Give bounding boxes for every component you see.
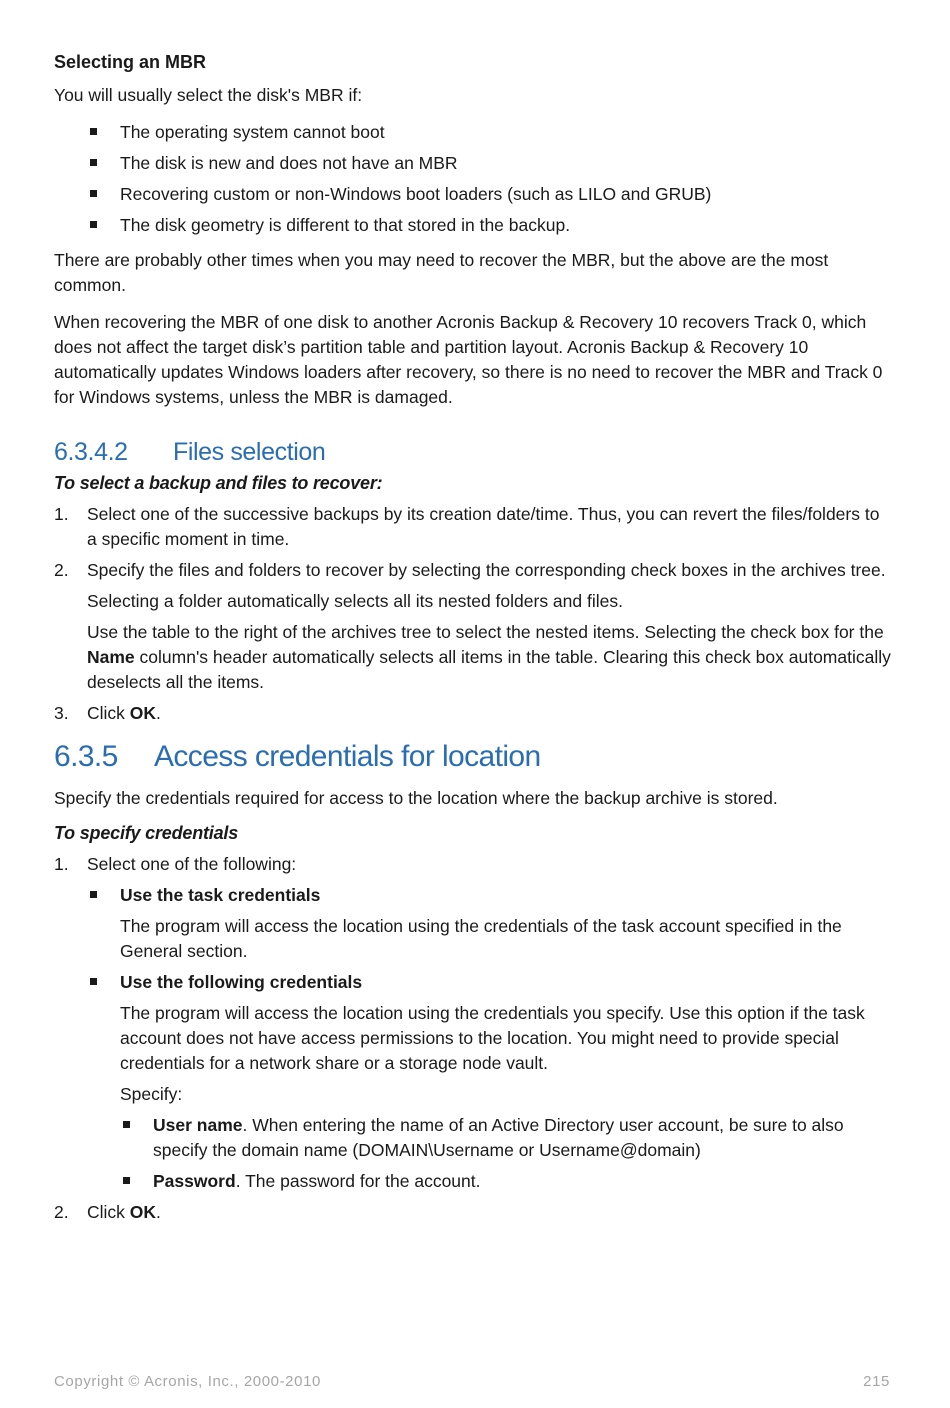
mbr-paragraph-2: When recovering the MBR of one disk to another Acronis Backup & Recovery 10 recovers Track 0, which does not affect the target disk’s partition table and partition layout. Acronis Backup & Recovery 10 automatically updates Windows loaders after recovery, so there is no need to recover the MBR and Track 0 for Windows systems, unless the MBR is damaged. xyxy=(54,312,883,407)
files-selection-heading xyxy=(54,438,894,467)
bullet-square-icon xyxy=(123,1177,130,1184)
bullet-square-icon xyxy=(123,1121,130,1128)
access-credentials-heading xyxy=(54,740,894,774)
bullet-square-icon xyxy=(90,978,97,985)
section-number: 6.3.5 xyxy=(54,740,118,773)
list-item: The operating system cannot boot xyxy=(54,120,894,145)
step-item: 3. Click OK. xyxy=(54,703,161,723)
mbr-intro: You will usually select the disk's MBR if: xyxy=(54,85,363,105)
step-item: 1. Select one of the successive backups by its creation date/time. Thus, you can revert the files/folders to a specific moment in time. xyxy=(54,504,880,549)
list-item: The disk is new and does not have an MBR xyxy=(54,151,894,176)
step-item: 1. Select one of the following: Use the task credentials The program will access the location using the credentials of the task account specified in the General section. Use the following credentials The program will access the location using the credentials you specify. Use this option if the task account does not have access permissions to the location. You might need to provide special credentials for a network share or a storage node vault. Specify: User name. When entering the name of an Active Directory user account, be sure to also specify the domain name (DOMAIN\Username or Username@domain) Password. The password for the account. xyxy=(54,852,894,1194)
page-footer xyxy=(54,1373,890,1390)
section-title: Access credentials for location xyxy=(154,740,541,773)
section-number: 6.3.4.2 xyxy=(54,438,128,466)
section-title: Files selection xyxy=(173,438,326,466)
bullet-square-icon xyxy=(90,128,97,135)
access-steps xyxy=(54,852,894,1225)
list-item: User name. When entering the name of an Active Directory user account, be sure to also specify the domain name (DOMAIN\Username or Username@domain) xyxy=(120,1113,894,1163)
list-item: Use the following credentials The program will access the location using the credentials you specify. Use this option if the task account does not have access permissions to the location. You might need to provide special credentials for a network share or a storage node vault. Specify: User name. When entering the name of an Active Directory user account, be sure to also specify the domain name (DOMAIN\Username or Username@domain) Password. The password for the account. xyxy=(87,970,894,1194)
page-number: 215 xyxy=(863,1373,890,1390)
credential-fields xyxy=(120,1113,894,1194)
document-page xyxy=(54,52,894,1233)
mbr-bullet-list xyxy=(54,120,894,238)
list-item: Recovering custom or non-Windows boot loaders (such as LILO and GRUB) xyxy=(54,182,894,207)
list-item: Password. The password for the account. xyxy=(120,1169,894,1194)
access-intro: Specify the credentials required for access to the location where the backup archive is stored. xyxy=(54,788,778,808)
bullet-square-icon xyxy=(90,221,97,228)
step-item: 2. Specify the files and folders to recover by selecting the corresponding check boxes in the archives tree. Selecting a folder automatically selects all its nested folders and files. Use the table to the right of the archives tree to select the nested items. Selecting the check box for the Name column's header automatically selects all items in the table. Clearing this check box automatically deselects all the items. xyxy=(54,558,894,695)
step-note: Use the table to the right of the archives tree to select the nested items. Selecting the check box for the Name column's header automatically selects all items in the table. Clearing this check box automatically deselects all the items. xyxy=(87,622,891,692)
mbr-paragraph-1: There are probably other times when you may need to recover the MBR, but the above are the most common. xyxy=(54,250,829,295)
bullet-square-icon xyxy=(90,159,97,166)
mbr-heading: Selecting an MBR xyxy=(54,52,207,72)
list-item: The disk geometry is different to that stored in the backup. xyxy=(54,213,894,238)
copyright-text: Copyright © Acronis, Inc., 2000-2010 xyxy=(54,1373,321,1390)
step-note: Selecting a folder automatically selects all its nested folders and files. xyxy=(87,591,623,611)
files-procedure-title: To select a backup and files to recover: xyxy=(54,473,383,493)
list-item: Use the task credentials The program will access the location using the credentials of the task account specified in the General section. xyxy=(87,883,894,964)
bullet-square-icon xyxy=(90,190,97,197)
step-item: 2. Click OK. xyxy=(54,1202,161,1222)
bullet-square-icon xyxy=(90,891,97,898)
credential-options xyxy=(87,883,894,1194)
access-procedure-title: To specify credentials xyxy=(54,823,239,843)
files-steps xyxy=(54,502,894,726)
